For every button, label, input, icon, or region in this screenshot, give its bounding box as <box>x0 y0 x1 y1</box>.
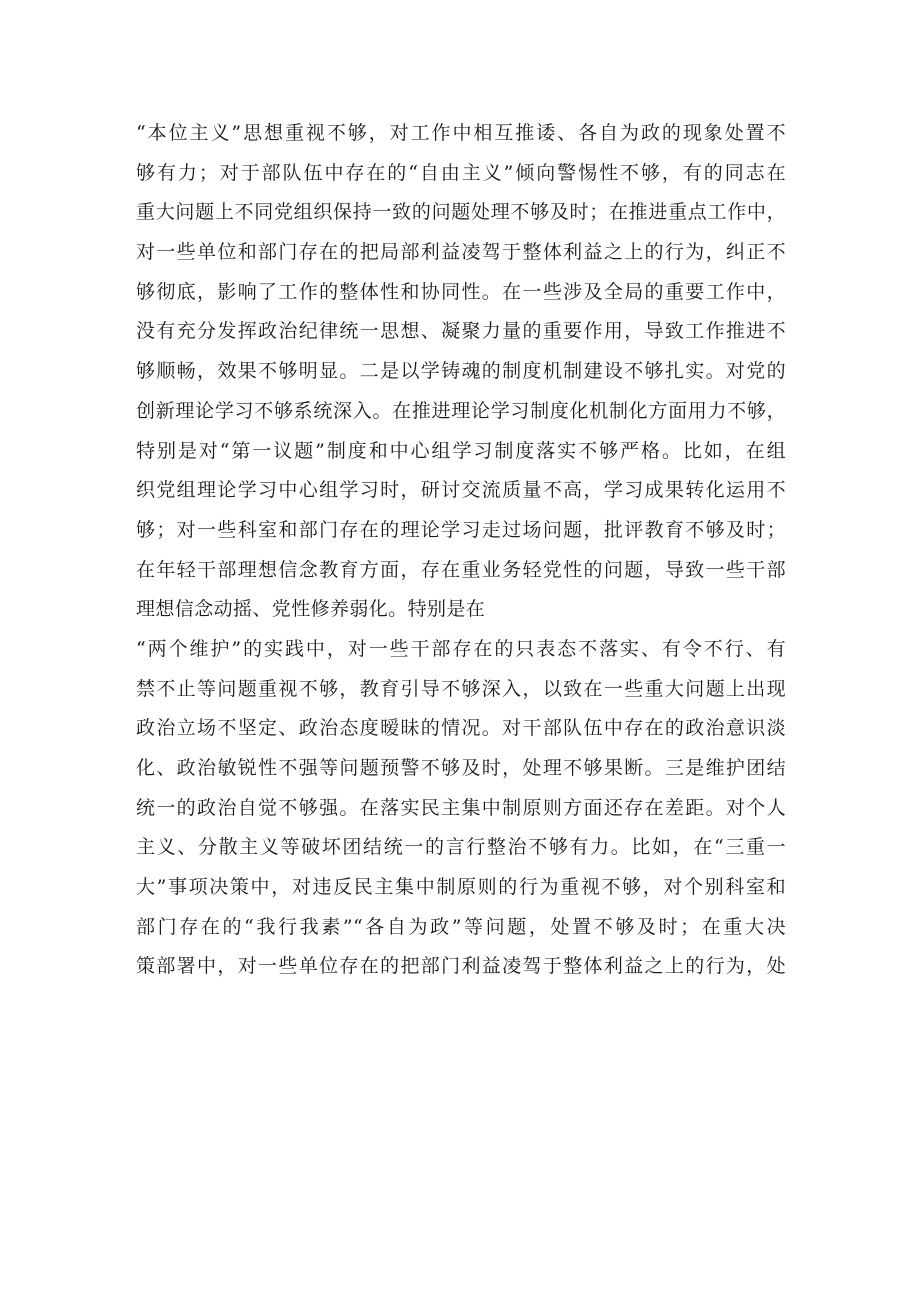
text-line: “两个维护”的实践中，对一些干部存在的只表态不落实、有令不行、有 <box>136 637 786 660</box>
text-line: 禁不止等问题重视不够，教育引导不够深入，以致在一些重大问题上出现 <box>136 677 786 700</box>
text-line: 策部署中，对一些单位存在的把部门利益凌驾于整体利益之上的行为，处 <box>136 955 786 978</box>
text-line: 够有力；对于部队伍中存在的“自由主义”倾向警惕性不够，有的同志在 <box>136 161 786 184</box>
text-line: 重大问题上不同党组织保持一致的问题处理不够及时；在推进重点工作中， <box>136 201 786 224</box>
text-line: 够顺畅，效果不够明显。二是以学铸魂的制度机制建设不够扎实。对党的 <box>136 360 786 383</box>
text-line: 创新理论学习不够系统深入。在推进理论学习制度化机制化方面用力不够， <box>136 399 786 422</box>
text-line: 在年轻干部理想信念教育方面，存在重业务轻党性的问题，导致一些干部 <box>136 558 786 581</box>
text-line: 理想信念动摇、党性修养弱化。特别是在 <box>136 598 486 621</box>
document-body <box>136 114 786 987</box>
text-line: 对一些单位和部门存在的把局部利益凌驾于整体利益之上的行为，纠正不 <box>136 241 786 264</box>
text-line: 化、政治敏锐性不强等问题预警不够及时，处理不够果断。三是维护团结 <box>136 757 786 779</box>
text-line: 没有充分发挥政治纪律统一思想、凝聚力量的重要作用，导致工作推进不 <box>136 320 786 343</box>
text-line: 部门存在的“我行我素”“各自为政”等问题，处置不够及时；在重大决 <box>136 915 786 938</box>
text-line: 大”事项决策中，对违反民主集中制原则的行为重视不够，对个别科室和 <box>136 876 786 899</box>
text-line: 够；对一些科室和部门存在的理论学习走过场问题，批评教育不够及时； <box>136 518 786 541</box>
text-line: 统一的政治自觉不够强。在落实民主集中制原则方面还存在差距。对个人 <box>136 796 786 819</box>
text-line: 政治立场不坚定、政治态度暧昧的情况。对干部队伍中存在的政治意识淡 <box>136 717 786 740</box>
text-line: 织党组理论学习中心组学习时，研讨交流质量不高，学习成果转化运用不 <box>136 479 786 502</box>
text-line: “本位主义”思想重视不够，对工作中相互推诿、各自为政的现象处置不 <box>136 122 786 144</box>
text-line: 主义、分散主义等破坏团结统一的言行整治不够有力。比如，在“三重一 <box>136 836 786 859</box>
text-line: 特别是对“第一议题”制度和中心组学习制度落实不够严格。比如，在组 <box>136 439 786 462</box>
text-line: 够彻底，影响了工作的整体性和协同性。在一些涉及全局的重要工作中， <box>136 280 786 303</box>
